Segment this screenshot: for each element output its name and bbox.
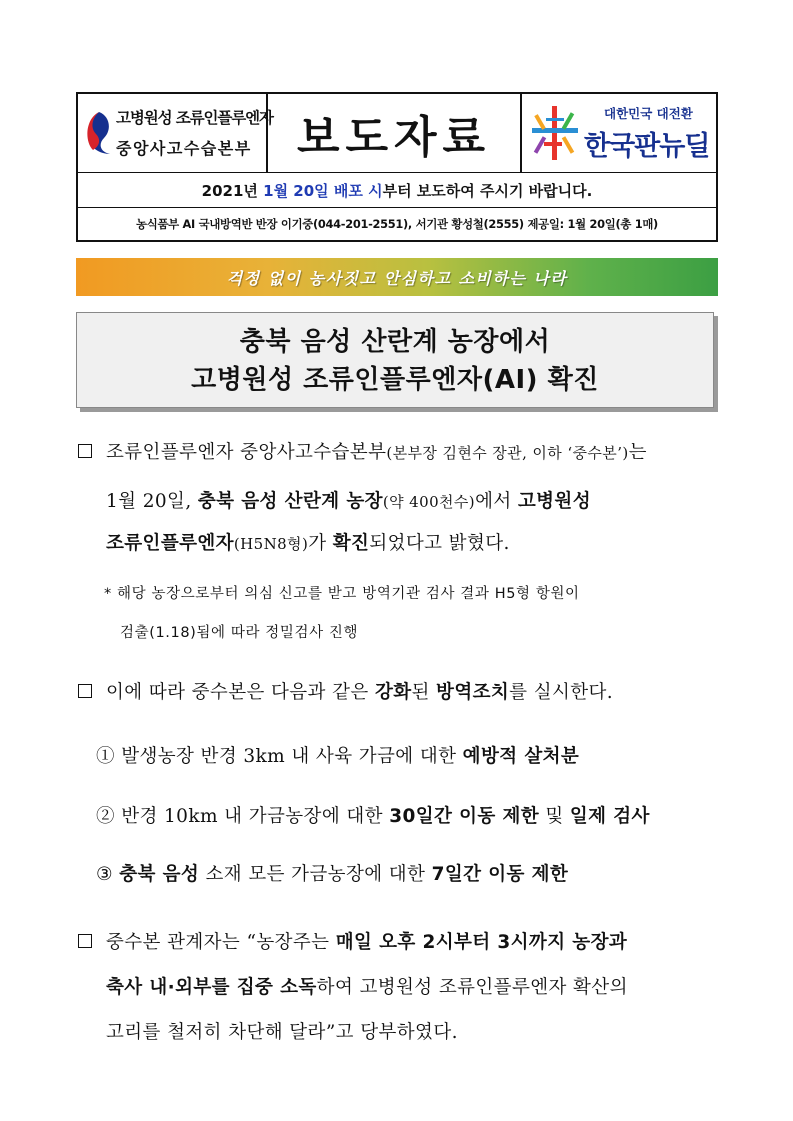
item-text: 반경 10km 내 가금농장에 대한 — [121, 806, 390, 827]
footnote-line1: * 해당 농장으로부터 의심 신고를 받고 방역기관 검사 결과 H5형 항원이 — [104, 586, 580, 602]
headline-box — [76, 312, 714, 408]
para3-bold: 매일 오후 2시부터 3시까지 농장과 — [335, 932, 628, 953]
para1-line2 — [106, 487, 591, 513]
para3-line1 — [106, 928, 627, 954]
bullet-square — [78, 684, 92, 698]
release-date: 1월 20일 배포 시 — [263, 181, 383, 200]
para1-line1 — [106, 438, 647, 464]
para3-bold: 축사 내·외부를 집중 소독 — [106, 977, 317, 998]
para1-bold: 고병원성 — [517, 491, 591, 512]
para2-bold: 강화 — [374, 682, 412, 703]
para1-text: 조류인플루엔자 중앙사고수습본부 — [106, 442, 387, 463]
item-number: ② — [96, 806, 115, 827]
item-bold: 충북 음성 — [119, 864, 200, 885]
para1-parenthetical: (H5N8형) — [233, 535, 309, 553]
para3-text: 하여 고병원성 조류인플루엔자 확산의 — [316, 977, 628, 998]
government-emblem-icon — [84, 108, 114, 156]
item-number: ③ — [96, 864, 113, 885]
release-date-prefix: 2021년 — [201, 181, 264, 200]
item-text: 발생농장 반경 3km 내 사육 가금에 대한 — [121, 746, 463, 767]
headline-line2: 고병원성 조류인플루엔자(AI) 확진 — [191, 365, 599, 395]
para2-bold: 방역조치 — [436, 682, 510, 703]
para1-line3 — [106, 529, 510, 555]
para2-intro — [106, 678, 613, 704]
newdeal-title: 한국판뉴딜 — [584, 131, 710, 162]
item-bold: 일제 검사 — [569, 806, 650, 827]
press-release-title: 보도자료 — [296, 112, 491, 163]
item-bold: 예방적 살처분 — [462, 746, 580, 767]
footnote-line2: 검출(1.18)됨에 따라 정밀검사 진행 — [120, 625, 359, 641]
measure-item-2 — [96, 802, 650, 828]
newdeal-logo-cell — [522, 94, 716, 172]
para1-parenthetical: (본부장 김현수 장관, 이하 ‘중수본’) — [386, 444, 629, 462]
press-release-title-cell — [268, 94, 522, 172]
organization-cell — [78, 94, 273, 172]
organization-name-line1: 고병원성 조류인플루엔자 — [116, 109, 273, 127]
item-bold: 30일간 이동 제한 — [389, 806, 540, 827]
measure-item-3 — [96, 860, 568, 886]
item-text: 소재 모든 가금농장에 대한 — [199, 864, 432, 885]
measure-item-1 — [96, 742, 579, 768]
newdeal-logo-icon — [528, 102, 582, 164]
para1-bold: 조류인플루엔자 — [106, 533, 234, 554]
para1-text: 가 — [308, 533, 333, 554]
para2-text: 를 실시한다. — [509, 682, 614, 703]
bullet-square — [78, 934, 92, 948]
para2-text: 이에 따라 중수본은 다음과 같은 — [106, 682, 375, 703]
release-date-row — [78, 173, 716, 208]
organization-name-line2: 중앙사고수습본부 — [116, 139, 252, 158]
para1-text: 되었다고 밝혔다. — [369, 533, 510, 554]
bullet-square — [78, 444, 92, 458]
header-top-row — [78, 94, 716, 173]
release-date-suffix: 부터 보도하여 주시기 바랍니다. — [382, 181, 593, 200]
item-bold: 7일간 이동 제한 — [431, 864, 569, 885]
contact-row: 농식품부 AI 국내방역반 반장 이기중(044-201-2551), 서기관 황성철(2555) 제공일: 1월 20일(총 1매) — [136, 217, 658, 231]
para1-bold: 확진 — [332, 533, 370, 554]
para1-text: 1월 20일, — [106, 491, 198, 512]
slogan-text: 걱정 없이 농사짓고 안심하고 소비하는 나라 — [226, 268, 568, 288]
slogan-banner — [76, 258, 718, 296]
newdeal-subtitle: 대한민국 대전환 — [604, 106, 693, 121]
headline-line1: 충북 음성 산란계 농장에서 — [239, 327, 551, 357]
para2-text: 된 — [411, 682, 437, 703]
para3-line2 — [106, 973, 628, 999]
para1-bold: 충북 음성 산란계 농장 — [197, 491, 383, 512]
item-number: ① — [96, 746, 115, 767]
press-header-table — [76, 92, 718, 242]
para1-text: 는 — [628, 442, 647, 463]
item-text: 및 — [539, 806, 570, 827]
para1-parenthetical: (약 400천수) — [382, 493, 476, 511]
para3-text: 중수본 관계자는 “농장주는 — [106, 932, 336, 953]
para1-text: 에서 — [475, 491, 518, 512]
para3-line3: 고리를 철저히 차단해 달라”고 당부하였다. — [106, 1022, 458, 1043]
